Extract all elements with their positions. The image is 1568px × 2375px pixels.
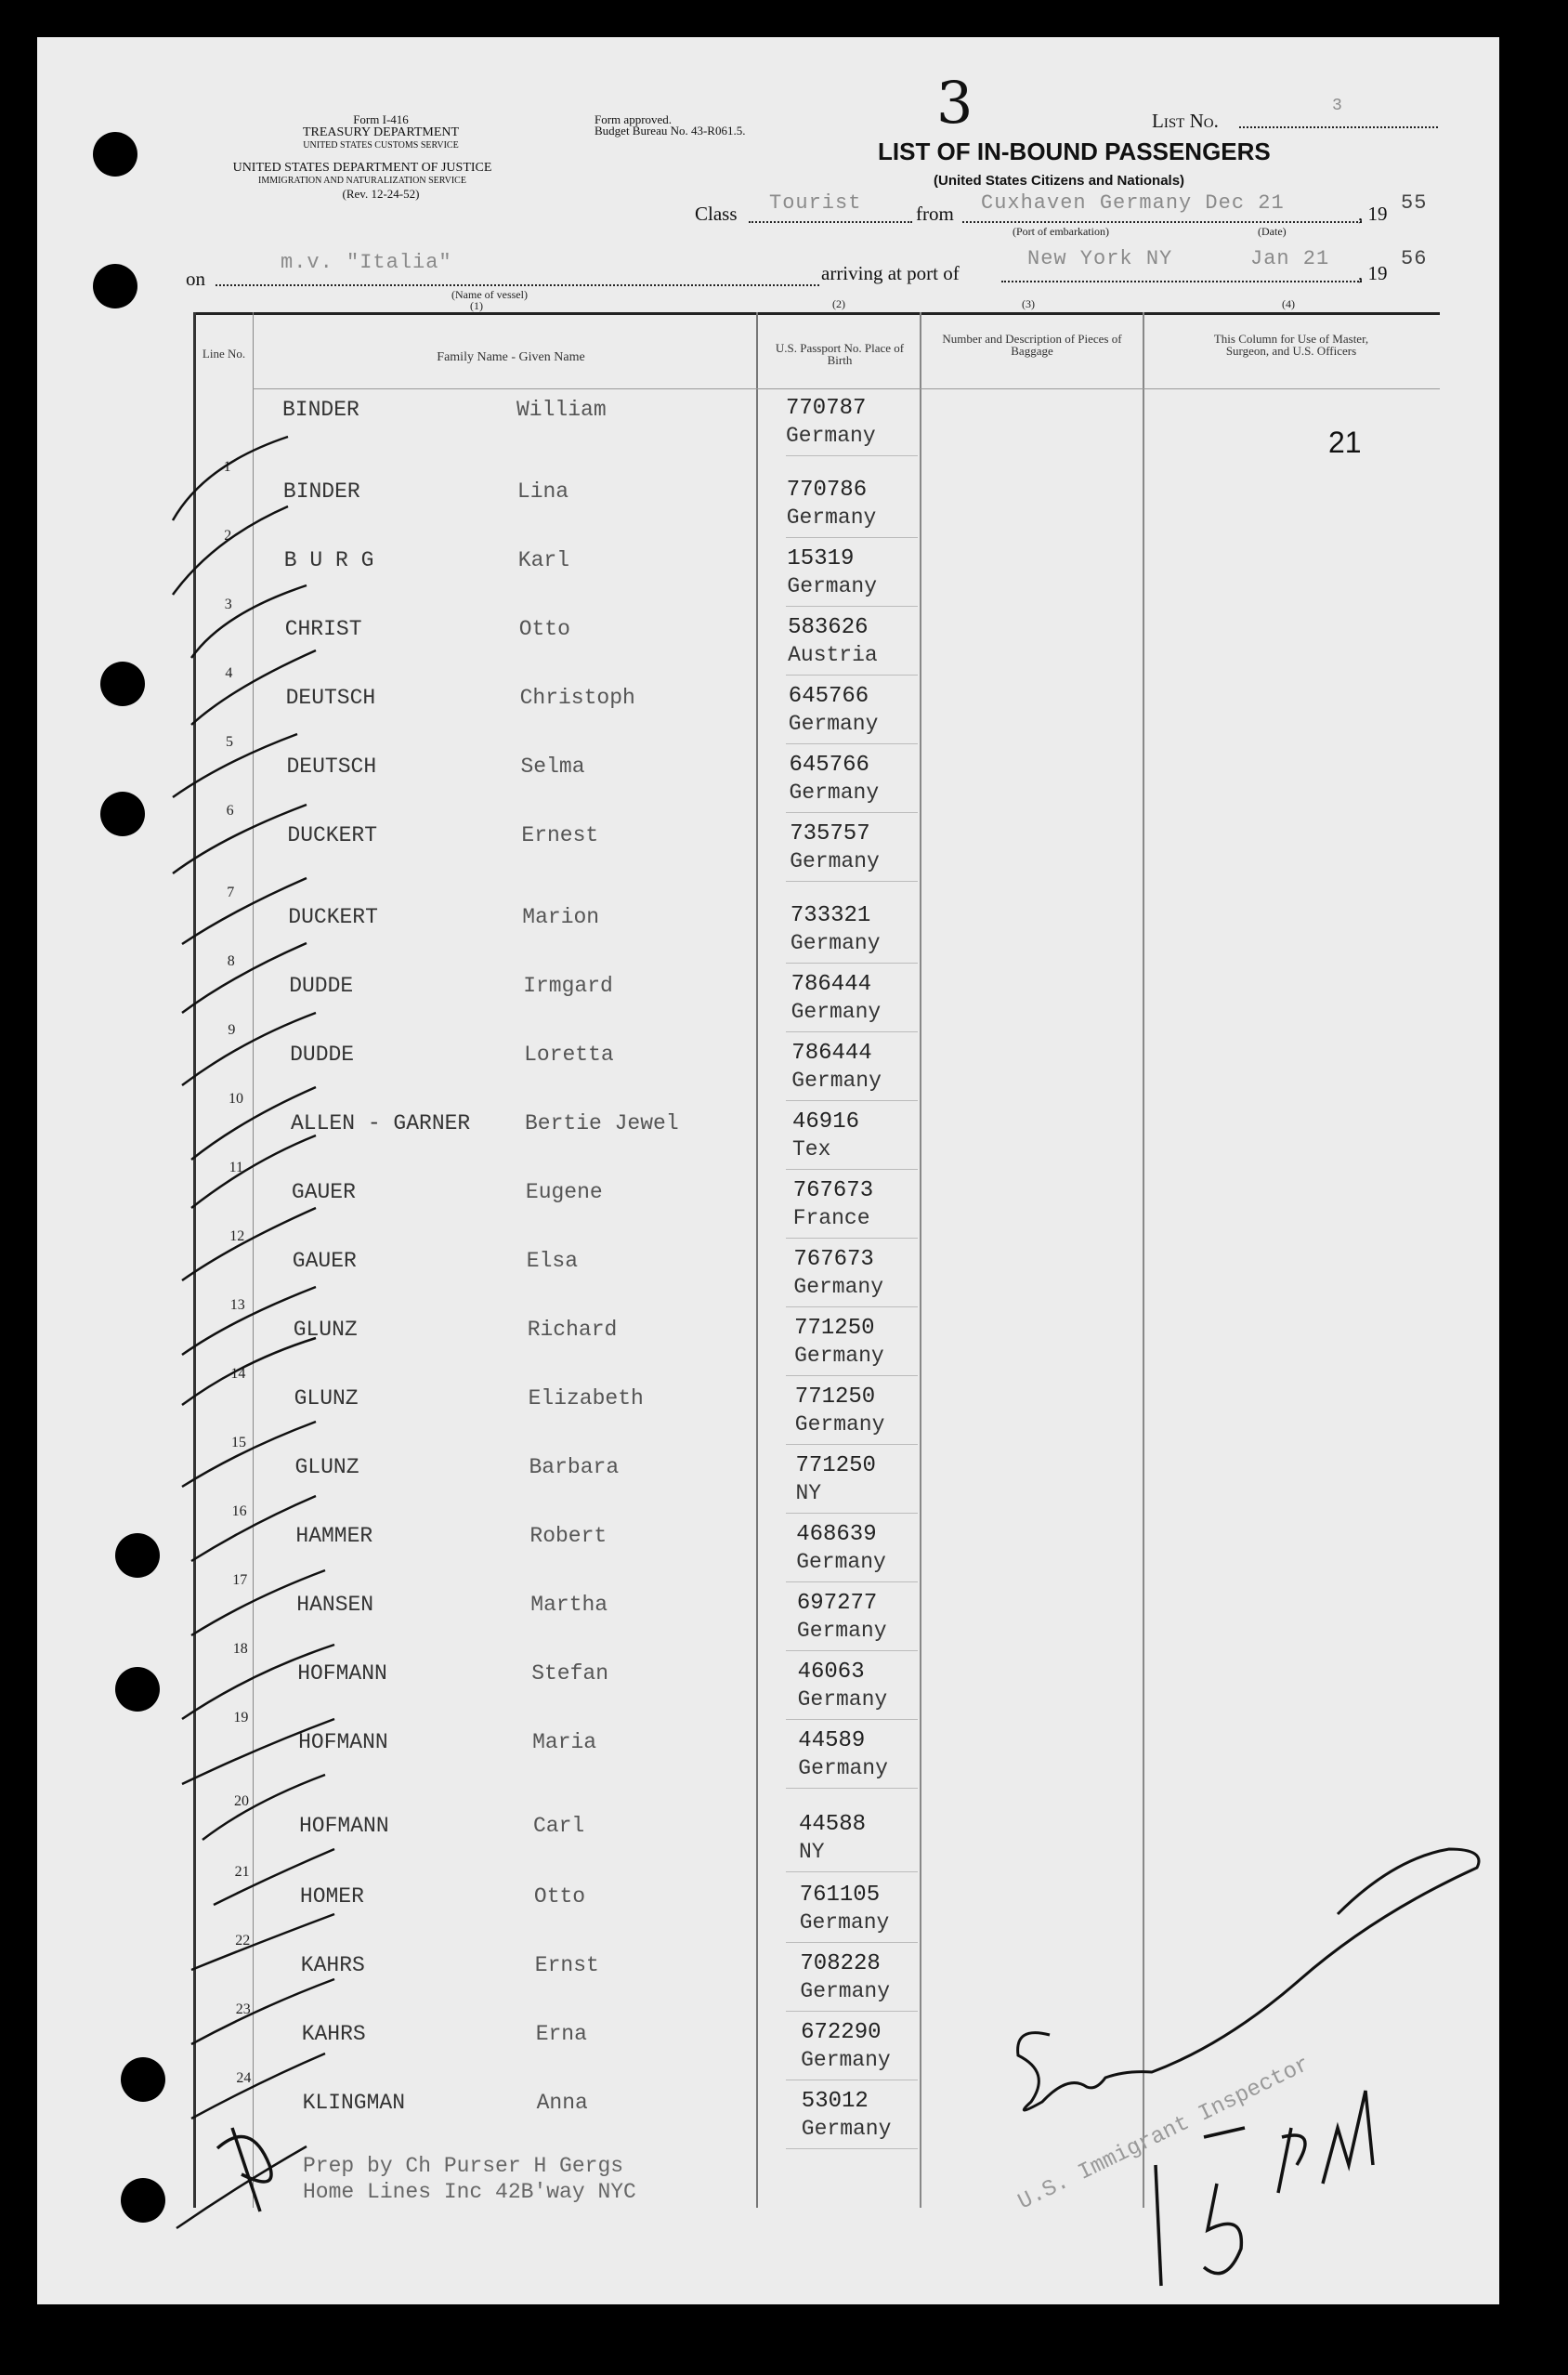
approved-note: Form approved. bbox=[595, 112, 673, 126]
family-name: DUCKERT bbox=[287, 823, 378, 847]
birthplace: Germany bbox=[794, 1344, 884, 1368]
treasury-dept: TREASURY DEPARTMENT bbox=[302, 125, 460, 139]
page-title: LIST OF IN-BOUND PASSENGERS bbox=[878, 138, 1271, 165]
given-name: Marion bbox=[522, 905, 600, 929]
tally-mark bbox=[217, 2128, 271, 2211]
birthplace: Germany bbox=[786, 505, 877, 530]
line-number: 16 bbox=[231, 1503, 247, 1519]
handwritten-time bbox=[1156, 2091, 1373, 2286]
birthplace: Germany bbox=[796, 1619, 887, 1643]
passport-number: 645766 bbox=[789, 753, 869, 778]
line-number: 1 bbox=[223, 459, 231, 475]
date-caption: (Date) bbox=[1258, 225, 1287, 238]
birthplace: Germany bbox=[801, 2048, 891, 2072]
birthplace: Germany bbox=[794, 1412, 885, 1437]
caption-4: (4) bbox=[1282, 297, 1295, 310]
given-name: Barbara bbox=[529, 1455, 620, 1479]
birthplace: Austria bbox=[788, 643, 878, 667]
vessel-value: m.v. "Italia" bbox=[281, 251, 452, 274]
passport-number: 771250 bbox=[794, 1316, 875, 1341]
given-name: Erna bbox=[535, 2022, 587, 2046]
col-passport: U.S. Passport No. Place of Birth bbox=[775, 341, 905, 367]
family-name: CHRIST bbox=[284, 617, 362, 641]
birthplace: Germany bbox=[797, 1687, 888, 1712]
line-number: 15 bbox=[231, 1435, 246, 1450]
line-number: 24 bbox=[236, 2070, 252, 2086]
family-name: BINDER bbox=[282, 479, 360, 504]
handwritten-list-number: 3 bbox=[936, 69, 973, 137]
given-name: Bertie Jewel bbox=[525, 1111, 679, 1135]
from-year-prefix: , 19 bbox=[1358, 203, 1388, 225]
given-name: Selma bbox=[520, 754, 585, 779]
birthplace: Germany bbox=[790, 931, 881, 955]
passport-number: 468639 bbox=[796, 1522, 877, 1547]
given-name: Karl bbox=[517, 548, 570, 572]
birthplace: NY bbox=[799, 1840, 825, 1864]
given-name: Richard bbox=[527, 1318, 618, 1342]
given-name: Loretta bbox=[524, 1043, 614, 1067]
col-officers: This Column for Use of Master, Surgeon, and U.S. Officers bbox=[1213, 332, 1369, 358]
given-name: Christoph bbox=[519, 686, 635, 710]
given-name: Carl bbox=[533, 1814, 585, 1838]
page-subtitle: (United States Citizens and Nationals) bbox=[934, 173, 1185, 189]
birthplace: Germany bbox=[796, 1550, 886, 1574]
arrival-year-prefix: , 19 bbox=[1358, 262, 1388, 284]
family-name: HOMER bbox=[299, 1884, 364, 1909]
family-name: HAMMER bbox=[295, 1524, 373, 1548]
family-name: KAHRS bbox=[301, 2022, 366, 2046]
birthplace: Germany bbox=[790, 849, 880, 873]
passport-number: 735757 bbox=[790, 821, 870, 846]
birthplace: France bbox=[792, 1206, 870, 1230]
form-number: Form I-416 bbox=[353, 112, 409, 126]
family-name: GLUNZ bbox=[294, 1455, 359, 1479]
given-name: William bbox=[516, 398, 607, 422]
given-name: Maria bbox=[532, 1730, 597, 1754]
line-number: 9 bbox=[228, 1022, 236, 1038]
revision: (Rev. 12-24-52) bbox=[342, 187, 420, 201]
col-family-given: Family Name - Given Name bbox=[437, 350, 585, 364]
line-number: 19 bbox=[233, 1710, 249, 1725]
given-name: Ernest bbox=[521, 823, 599, 847]
birthplace: Germany bbox=[793, 1275, 884, 1299]
family-name: HANSEN bbox=[296, 1593, 374, 1617]
birthplace: Germany bbox=[787, 574, 878, 598]
line-number: 10 bbox=[229, 1091, 243, 1107]
budget-bureau: Budget Bureau No. 43-R061.5. bbox=[595, 124, 746, 138]
family-name: DEUTSCH bbox=[285, 686, 376, 710]
family-name: DUCKERT bbox=[288, 905, 378, 929]
family-name: HOFMANN bbox=[299, 1814, 389, 1838]
passport-number: 761105 bbox=[799, 1883, 881, 1908]
birthplace: Tex bbox=[792, 1137, 831, 1161]
given-name: Robert bbox=[529, 1524, 608, 1548]
passport-number: 771250 bbox=[794, 1384, 876, 1410]
inspector-signature bbox=[1018, 1849, 1479, 2110]
line-number: 22 bbox=[235, 1933, 251, 1949]
passport-number: 767673 bbox=[792, 1178, 874, 1203]
line-number: 11 bbox=[229, 1160, 243, 1175]
from-label: from bbox=[916, 203, 954, 225]
family-name: B U R G bbox=[283, 548, 374, 572]
port-embark-caption: (Port of embarkation) bbox=[1013, 225, 1109, 238]
arrival-date-value: Jan 21 bbox=[1250, 247, 1330, 270]
birthplace: Germany bbox=[789, 781, 880, 805]
family-name: DUDDE bbox=[289, 974, 354, 998]
caption-3: (3) bbox=[1022, 297, 1035, 310]
family-name: GLUNZ bbox=[294, 1386, 359, 1411]
passport-number: 672290 bbox=[801, 2020, 882, 2045]
family-name: DEUTSCH bbox=[286, 754, 377, 779]
line-number: 20 bbox=[234, 1793, 249, 1809]
list-no-value: 3 bbox=[1332, 97, 1343, 115]
birthplace: Germany bbox=[799, 1910, 890, 1935]
passport-number: 645766 bbox=[788, 684, 869, 709]
family-name: GAUER bbox=[291, 1180, 356, 1204]
line-number: 12 bbox=[229, 1228, 245, 1244]
given-name: Elsa bbox=[526, 1249, 579, 1273]
passport-number: 786444 bbox=[791, 972, 872, 997]
family-name: GAUER bbox=[292, 1249, 357, 1273]
line-number: 2 bbox=[224, 528, 232, 544]
passport-number: 697277 bbox=[796, 1591, 878, 1616]
birthplace: Germany bbox=[788, 712, 879, 736]
passport-number: 15319 bbox=[787, 546, 855, 571]
line-number: 5 bbox=[226, 734, 233, 750]
customs-service: UNITED STATES CUSTOMS SERVICE bbox=[303, 140, 459, 151]
list-no-label: List No. bbox=[1152, 110, 1219, 132]
passport-number: 583626 bbox=[788, 615, 869, 640]
caption-2: (2) bbox=[832, 297, 845, 310]
given-name: Irmgard bbox=[523, 974, 613, 998]
class-value: Tourist bbox=[769, 191, 862, 215]
line-number: 6 bbox=[226, 803, 234, 819]
passport-number: 786444 bbox=[791, 1041, 872, 1066]
check-marks bbox=[173, 437, 334, 2228]
passport-number: 44588 bbox=[799, 1812, 867, 1837]
given-name: Elizabeth bbox=[528, 1386, 644, 1411]
birthplace: Germany bbox=[801, 2117, 892, 2141]
line-number: 14 bbox=[230, 1366, 246, 1382]
passport-number: 733321 bbox=[790, 903, 871, 928]
page-number: 21 bbox=[1328, 426, 1362, 459]
family-name: HOFMANN bbox=[298, 1730, 388, 1754]
caption-1: (1) bbox=[470, 299, 483, 312]
arriving-label: arriving at port of bbox=[821, 262, 960, 284]
line-number: 18 bbox=[232, 1641, 248, 1657]
passport-number: 53012 bbox=[801, 2089, 869, 2114]
given-name: Otto bbox=[518, 617, 570, 641]
col-line-no: Line No. bbox=[202, 347, 246, 361]
line-number: 13 bbox=[229, 1297, 245, 1313]
line-number: 8 bbox=[227, 953, 235, 969]
birthplace: Germany bbox=[791, 1000, 882, 1024]
passport-number: 44589 bbox=[798, 1728, 866, 1753]
line-number: 3 bbox=[224, 597, 232, 612]
passport-number: 708228 bbox=[800, 1951, 881, 1976]
given-name: Martha bbox=[530, 1593, 608, 1617]
line-number: 23 bbox=[235, 2001, 251, 2017]
line-number: 4 bbox=[225, 665, 233, 681]
port-arrival-value: New York NY bbox=[1027, 247, 1173, 270]
given-name: Lina bbox=[516, 479, 569, 504]
passport-number: 771250 bbox=[795, 1453, 876, 1478]
ins-service: IMMIGRATION AND NATURALIZATION SERVICE bbox=[258, 176, 466, 186]
family-name: ALLEN - GARNER bbox=[291, 1111, 471, 1135]
given-name: Stefan bbox=[531, 1661, 609, 1686]
given-name: Ernst bbox=[534, 1953, 599, 1977]
from-year-value: 55 bbox=[1401, 191, 1428, 215]
given-name: Eugene bbox=[525, 1180, 603, 1204]
passport-number: 46916 bbox=[792, 1109, 860, 1135]
vessel-caption: (Name of vessel) bbox=[451, 288, 528, 301]
footer-prepared-by: Prep by Ch Purser H Gergs bbox=[303, 2154, 624, 2178]
inspector-stamp: U.S. Immigrant Inspector bbox=[1014, 2052, 1314, 2216]
passport-number: 46063 bbox=[797, 1660, 865, 1685]
passport-number: 767673 bbox=[793, 1247, 874, 1272]
justice-dept: UNITED STATES DEPARTMENT OF JUSTICE bbox=[232, 161, 492, 175]
given-name: Otto bbox=[533, 1884, 586, 1909]
line-number: 7 bbox=[227, 885, 235, 900]
birthplace: NY bbox=[795, 1481, 822, 1505]
family-name: DUDDE bbox=[290, 1043, 355, 1067]
family-name: GLUNZ bbox=[293, 1318, 358, 1342]
passport-number: 770787 bbox=[786, 396, 867, 421]
passport-number: 770786 bbox=[786, 478, 868, 503]
birthplace: Germany bbox=[800, 1979, 891, 2003]
family-name: BINDER bbox=[282, 398, 359, 422]
footer-agency: Home Lines Inc 42B'way NYC bbox=[303, 2180, 636, 2204]
family-name: KLINGMAN bbox=[302, 2091, 406, 2115]
birthplace: Germany bbox=[786, 424, 876, 448]
from-value: Cuxhaven Germany Dec 21 bbox=[981, 191, 1285, 215]
class-label: Class bbox=[695, 203, 738, 225]
line-number: 17 bbox=[232, 1572, 248, 1588]
family-name: KAHRS bbox=[300, 1953, 365, 1977]
family-name: HOFMANN bbox=[297, 1661, 387, 1686]
arrival-year-value: 56 bbox=[1401, 247, 1428, 270]
col-baggage: Number and Description of Pieces of Baggage bbox=[942, 332, 1122, 358]
birthplace: Germany bbox=[791, 1069, 882, 1093]
birthplace: Germany bbox=[798, 1756, 888, 1780]
line-number: 21 bbox=[234, 1864, 250, 1880]
on-label: on bbox=[186, 268, 205, 290]
given-name: Anna bbox=[536, 2091, 588, 2115]
